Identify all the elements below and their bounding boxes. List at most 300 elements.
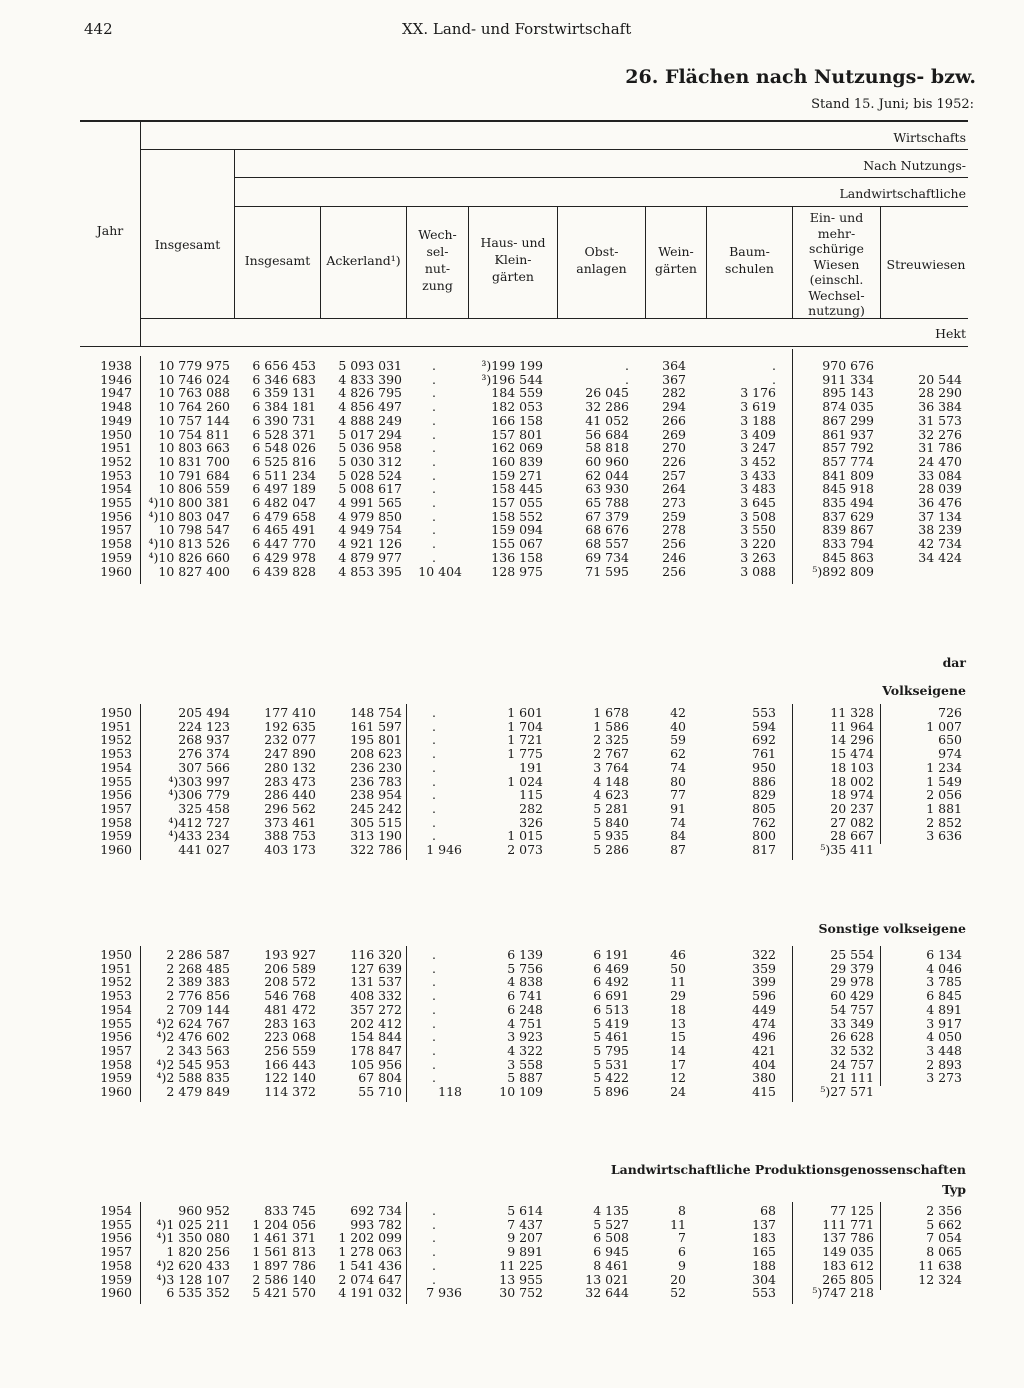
value-cell: 12 324	[918, 1271, 962, 1287]
year-cell: 1950	[100, 426, 132, 442]
year-cell: 1956	[100, 508, 132, 524]
value-cell: 131 537	[350, 974, 402, 990]
value-cell: 202 412	[350, 1015, 402, 1031]
value-cell: 496	[752, 1029, 776, 1045]
value-cell: 105 956	[350, 1056, 402, 1072]
header-baumschulen: Baum- schulen	[725, 244, 774, 276]
value-cell: 8 461	[593, 1257, 629, 1273]
value-cell: 65 788	[585, 495, 629, 511]
value-cell: 6 528 371	[252, 426, 316, 442]
value-cell: 149 035	[822, 1244, 874, 1260]
value-cell: 2 586 140	[252, 1271, 316, 1287]
value-cell: 192 635	[264, 718, 316, 734]
value-cell: 5 531	[593, 1056, 629, 1072]
body-vrule	[792, 704, 793, 860]
value-cell: 10 764 260	[158, 399, 230, 415]
value-cell: 845 863	[822, 549, 874, 565]
value-cell: 24	[670, 1084, 686, 1100]
value-cell: 6 691	[593, 988, 629, 1004]
value-cell: 3 247	[740, 440, 776, 456]
value-cell: 3 558	[507, 1056, 543, 1072]
value-cell: 10 798 547	[158, 522, 230, 538]
table-row	[80, 510, 966, 524]
value-cell: 6 439 828	[252, 563, 316, 579]
table-row	[80, 469, 966, 483]
value-cell: .	[432, 814, 436, 830]
value-cell: 1 775	[507, 746, 543, 762]
value-cell: 283 163	[264, 1015, 316, 1031]
value-cell: .	[432, 1029, 436, 1045]
value-cell: 1 946	[426, 842, 462, 858]
header-nach-nutzungs: Nach Nutzungs-	[863, 158, 966, 173]
value-cell: ⁴)10 826 660	[148, 549, 230, 565]
value-cell: 46	[670, 947, 686, 962]
value-cell: 37 134	[918, 508, 962, 524]
value-cell: 205 494	[178, 705, 230, 720]
value-cell: 17	[670, 1056, 686, 1072]
value-cell: 13 021	[585, 1271, 629, 1287]
value-cell: 4 991 565	[338, 495, 402, 511]
value-cell: .	[432, 974, 436, 990]
value-cell: 257	[662, 467, 686, 483]
value-cell: .	[432, 1001, 436, 1017]
value-cell: 2 073	[507, 842, 543, 858]
value-cell: 4 921 126	[338, 536, 402, 552]
value-cell: 33 084	[918, 467, 962, 483]
value-cell: 5 887	[507, 1070, 543, 1086]
value-cell: 11 638	[918, 1257, 962, 1273]
value-cell: 5 028 524	[338, 467, 402, 483]
value-cell: 3 448	[926, 1042, 962, 1058]
value-cell: 28 039	[918, 481, 962, 497]
value-cell: 4 826 795	[338, 385, 402, 401]
value-cell: 10 404	[418, 563, 462, 579]
body-vrule	[406, 704, 407, 860]
value-cell: 3 220	[740, 536, 776, 552]
value-cell: 87	[670, 842, 686, 858]
value-cell: 294	[662, 399, 686, 415]
value-cell: 2 074 647	[338, 1271, 402, 1287]
value-cell: 136 158	[491, 549, 543, 565]
value-cell: 236 230	[350, 759, 402, 775]
value-cell: .	[432, 746, 436, 762]
value-cell: 960 952	[178, 1203, 230, 1218]
value-cell: ⁴)2 545 953	[156, 1056, 230, 1072]
value-cell: 18 974	[830, 787, 874, 803]
year-cell: 1958	[100, 1056, 132, 1072]
value-cell: 1 561 813	[252, 1244, 316, 1260]
value-cell: 4 623	[593, 787, 629, 803]
value-cell: 7 054	[926, 1230, 962, 1246]
value-cell: ⁴)433 234	[168, 828, 230, 844]
value-cell: 6 508	[593, 1230, 629, 1246]
value-cell: 13	[670, 1015, 686, 1031]
value-cell: 28 667	[830, 828, 874, 844]
header-ackerland: Ackerland¹)	[326, 253, 401, 268]
value-cell: 256	[662, 536, 686, 552]
value-cell: 4 879 977	[338, 549, 402, 565]
header-weingaerten: Wein- gärten	[655, 244, 697, 276]
value-cell: 247 890	[264, 746, 316, 762]
value-cell: .	[432, 1056, 436, 1072]
value-cell: 10 806 559	[158, 481, 230, 497]
value-cell: 305 515	[350, 814, 402, 830]
value-cell: 304	[752, 1271, 776, 1287]
value-cell: 1 586	[593, 718, 629, 734]
value-cell: 20	[670, 1271, 686, 1287]
value-cell: 1 721	[507, 732, 543, 748]
value-cell: 13 955	[499, 1271, 543, 1287]
table-row	[80, 1071, 966, 1085]
value-cell: ⁵)35 411	[820, 842, 874, 858]
value-cell: 148 754	[350, 705, 402, 720]
year-cell: 1959	[100, 1271, 132, 1287]
year-cell: 1959	[100, 828, 132, 844]
value-cell: 55 710	[358, 1084, 402, 1100]
section-label-lpg: Landwirtschaftliche Produktionsgenossenschaften	[610, 1162, 966, 1177]
value-cell: 1 202 099	[338, 1230, 402, 1246]
value-cell: 12	[670, 1070, 686, 1086]
year-cell: 1954	[100, 1001, 132, 1017]
value-cell: 278	[662, 522, 686, 538]
value-cell: 269	[662, 426, 686, 442]
header-wirtschafts: Wirtschafts	[893, 130, 966, 145]
value-cell: 761	[752, 746, 776, 762]
value-cell: 52	[670, 1285, 686, 1301]
value-cell: 1 541 436	[338, 1257, 402, 1273]
running-head: XX. Land- und Forstwirtschaft	[402, 20, 632, 38]
body-vrule	[880, 946, 881, 1086]
value-cell: 5 421 570	[252, 1285, 316, 1301]
value-cell: 2 343 563	[166, 1042, 230, 1058]
value-cell: .	[432, 1015, 436, 1031]
value-cell: ⁴)2 620 433	[156, 1257, 230, 1273]
year-cell: 1953	[100, 467, 132, 483]
value-cell: 264	[662, 481, 686, 497]
value-cell: 182 053	[491, 399, 543, 415]
value-cell: 159 094	[491, 522, 543, 538]
value-cell: 6 513	[593, 1001, 629, 1017]
value-cell: 313 190	[350, 828, 402, 844]
value-cell: 71 595	[585, 563, 629, 579]
value-cell: 245 242	[350, 800, 402, 816]
value-cell: .	[432, 1244, 436, 1260]
value-cell: 160 839	[491, 453, 543, 469]
year-cell: 1948	[100, 399, 132, 415]
value-cell: ⁴)10 800 381	[148, 495, 230, 511]
value-cell: 6 741	[507, 988, 543, 1004]
value-cell: 208 572	[264, 974, 316, 990]
body-vrule	[792, 349, 793, 584]
value-cell: 3 176	[740, 385, 776, 401]
body-vrule	[880, 1202, 881, 1290]
value-cell: 5 422	[593, 1070, 629, 1086]
value-cell: 256 559	[264, 1042, 316, 1058]
value-cell: 7 437	[507, 1216, 543, 1232]
year-cell: 1955	[100, 773, 132, 789]
value-cell: 2 389 383	[166, 974, 230, 990]
value-cell: 2 356	[926, 1203, 962, 1218]
value-cell: 50	[670, 960, 686, 976]
value-cell: ⁴)1 025 211	[156, 1216, 230, 1232]
value-cell: 1 881	[926, 800, 962, 816]
value-cell: ⁴)3 128 107	[156, 1271, 230, 1287]
value-cell: 805	[752, 800, 776, 816]
value-cell: 5 286	[593, 842, 629, 858]
value-cell: 80	[670, 773, 686, 789]
header-vrule	[234, 150, 235, 318]
value-cell: 5 614	[507, 1203, 543, 1218]
table-subtitle: Stand 15. Juni; bis 1952:	[811, 97, 974, 112]
table-row	[80, 428, 966, 442]
year-cell: 1956	[100, 1029, 132, 1045]
value-cell: 122 140	[264, 1070, 316, 1086]
year-cell: 1955	[100, 1015, 132, 1031]
table-row	[80, 706, 966, 720]
body-vrule	[880, 704, 881, 844]
value-cell: 1 234	[926, 759, 962, 775]
value-cell: 1 024	[507, 773, 543, 789]
header-vrule	[140, 122, 141, 346]
value-cell: 2 709 144	[166, 1001, 230, 1017]
value-cell: 29	[670, 988, 686, 1004]
page-number: 442	[84, 20, 113, 38]
value-cell: 224 123	[178, 718, 230, 734]
value-cell	[880, 1085, 966, 1099]
value-cell: 4 751	[507, 1015, 543, 1031]
value-cell: 56 684	[585, 426, 629, 442]
year-cell: 1954	[100, 1203, 132, 1218]
value-cell: 10 763 088	[158, 385, 230, 401]
value-cell: 10 803 663	[158, 440, 230, 456]
table-row	[80, 1245, 966, 1259]
value-cell: 4 135	[593, 1203, 629, 1218]
header-haus-kleingaerten: Haus- und Klein- gärten	[480, 235, 546, 284]
value-cell: 692 734	[350, 1203, 402, 1218]
table-row	[80, 1085, 966, 1099]
value-cell: 54 757	[830, 1001, 874, 1017]
value-cell: 974	[938, 746, 962, 762]
value-cell: 7 936	[426, 1285, 462, 1301]
value-cell	[880, 1286, 966, 1300]
value-cell: 33 349	[830, 1015, 874, 1031]
table-row	[80, 551, 966, 565]
table-row	[80, 975, 966, 989]
value-cell: 3 645	[740, 495, 776, 511]
value-cell: ⁴)303 997	[168, 773, 230, 789]
table-row	[80, 400, 966, 414]
year-cell: 1952	[100, 974, 132, 990]
value-cell: 2 056	[926, 787, 962, 803]
value-cell: 34 424	[918, 549, 962, 565]
value-cell: 158 445	[491, 481, 543, 497]
table-row	[80, 1273, 966, 1287]
value-cell: 11 225	[499, 1257, 543, 1273]
table-row	[80, 455, 966, 469]
value-cell: 157 801	[491, 426, 543, 442]
table-row	[80, 747, 966, 761]
value-cell: .	[432, 522, 436, 538]
table-row	[80, 829, 966, 843]
value-cell: 3 263	[740, 549, 776, 565]
value-cell: .	[432, 1216, 436, 1232]
table-row	[80, 523, 966, 537]
value-cell: 3 273	[926, 1070, 962, 1086]
value-cell: 408 332	[350, 988, 402, 1004]
value-cell: 11	[670, 974, 686, 990]
value-cell: 6 511 234	[252, 467, 316, 483]
section-label-sonstige: Sonstige volkseigene	[818, 921, 966, 936]
value-cell: 77 125	[830, 1203, 874, 1218]
value-cell: 1 678	[593, 705, 629, 720]
value-cell: 6 447 770	[252, 536, 316, 552]
value-cell: 817	[752, 842, 776, 858]
value-cell: 6 384 181	[252, 399, 316, 415]
value-cell: .	[432, 508, 436, 524]
table-row	[80, 1030, 966, 1044]
table-row	[80, 1044, 966, 1058]
section-label-volkseigene: Volkseigene	[882, 683, 966, 698]
section-label-dar: dar	[942, 655, 966, 670]
header-rule-1	[140, 149, 968, 150]
value-cell: .	[432, 440, 436, 456]
table-row	[80, 1286, 966, 1300]
body-vrule	[140, 1202, 141, 1304]
value-cell: 118	[438, 1084, 462, 1100]
value-cell: 236 783	[350, 773, 402, 789]
value-cell: 800	[752, 828, 776, 844]
value-cell: 6 497 189	[252, 481, 316, 497]
value-cell: 15 474	[830, 746, 874, 762]
value-cell: 276 374	[178, 746, 230, 762]
year-cell: 1957	[100, 1244, 132, 1260]
value-cell: 165	[752, 1244, 776, 1260]
value-cell: 7	[678, 1230, 686, 1246]
value-cell: 553	[752, 705, 776, 720]
value-cell: 111 771	[822, 1216, 874, 1232]
header-top-rule	[80, 120, 968, 122]
value-cell: 68	[760, 1203, 776, 1218]
table-row	[80, 1204, 966, 1218]
value-cell: 223 068	[264, 1029, 316, 1045]
value-cell: .	[432, 947, 436, 962]
value-cell: 2 852	[926, 814, 962, 830]
table-row	[80, 948, 966, 962]
value-cell: ⁵)892 809	[812, 563, 874, 579]
table-title: 26. Flächen nach Nutzungs- bzw.	[625, 66, 976, 88]
year-cell: 1953	[100, 746, 132, 762]
value-cell: 5 281	[593, 800, 629, 816]
year-cell: 1951	[100, 440, 132, 456]
value-cell	[880, 359, 966, 373]
value-cell: 2 325	[593, 732, 629, 748]
value-cell: 322 786	[350, 842, 402, 858]
value-cell: 18 002	[830, 773, 874, 789]
value-cell: .	[432, 453, 436, 469]
value-cell: 191	[519, 759, 543, 775]
value-cell: 58 818	[585, 440, 629, 456]
value-cell: 74	[670, 759, 686, 775]
value-cell: 27 082	[830, 814, 874, 830]
value-cell: 282	[662, 385, 686, 401]
value-cell: 1 204 056	[252, 1216, 316, 1232]
value-cell: 857 774	[822, 453, 874, 469]
value-cell: 5 527	[593, 1216, 629, 1232]
value-cell: 650	[938, 732, 962, 748]
value-cell: .	[432, 773, 436, 789]
value-cell: 2 286 587	[166, 947, 230, 962]
value-cell: 38 239	[918, 522, 962, 538]
table-row	[80, 537, 966, 551]
value-cell: 6 134	[926, 947, 962, 962]
value-cell: 886	[752, 773, 776, 789]
section-label-typ: Typ	[942, 1182, 966, 1197]
value-cell: 4 856 497	[338, 399, 402, 415]
body-vrule	[140, 704, 141, 860]
value-cell: 265 805	[822, 1271, 874, 1287]
value-cell: 9 207	[507, 1230, 543, 1246]
value-cell: 137 786	[822, 1230, 874, 1246]
value-cell: ⁵)747 218	[812, 1285, 874, 1301]
value-cell: 3 508	[740, 508, 776, 524]
value-cell: 20 544	[918, 371, 962, 387]
value-cell: 594	[752, 718, 776, 734]
body-vrule	[406, 946, 407, 1102]
value-cell: 481 472	[264, 1001, 316, 1017]
value-cell: 84	[670, 828, 686, 844]
value-cell: 1 820 256	[166, 1244, 230, 1260]
value-cell: .	[772, 358, 776, 373]
value-cell: 259	[662, 508, 686, 524]
header-obstanlagen: Obst- anlagen	[576, 244, 627, 276]
year-cell: 1951	[100, 718, 132, 734]
value-cell: ⁴)1 350 080	[156, 1230, 230, 1246]
body-vrule	[140, 356, 141, 584]
value-cell: 40	[670, 718, 686, 734]
value-cell: .	[432, 800, 436, 816]
value-cell: 841 809	[822, 467, 874, 483]
value-cell: 20 237	[830, 800, 874, 816]
year-cell: 1949	[100, 412, 132, 428]
value-cell: 5 017 294	[338, 426, 402, 442]
value-cell: 6 359 131	[252, 385, 316, 401]
value-cell: 441 027	[178, 842, 230, 858]
value-cell: 41 052	[585, 412, 629, 428]
value-cell: 226	[662, 453, 686, 469]
value-cell: .	[432, 399, 436, 415]
value-cell: 3 550	[740, 522, 776, 538]
value-cell: 1 278 063	[338, 1244, 402, 1260]
header-landwirtschaftliche: Landwirtschaftliche	[839, 186, 966, 201]
value-cell: 421	[752, 1042, 776, 1058]
value-cell: 11 964	[830, 718, 874, 734]
value-cell: 4 050	[926, 1029, 962, 1045]
value-cell: 4 833 390	[338, 371, 402, 387]
value-cell: 3 764	[593, 759, 629, 775]
table-row	[80, 733, 966, 747]
value-cell: 359	[752, 960, 776, 976]
value-cell: 159 271	[491, 467, 543, 483]
table-row	[80, 1218, 966, 1232]
value-cell: 10 791 684	[158, 467, 230, 483]
value-cell: 60 429	[830, 988, 874, 1004]
value-cell: 282	[519, 800, 543, 816]
table-row	[80, 1259, 966, 1273]
value-cell: 137	[752, 1216, 776, 1232]
value-cell: 67 804	[358, 1070, 402, 1086]
table-row	[80, 802, 966, 816]
value-cell: 268 937	[178, 732, 230, 748]
